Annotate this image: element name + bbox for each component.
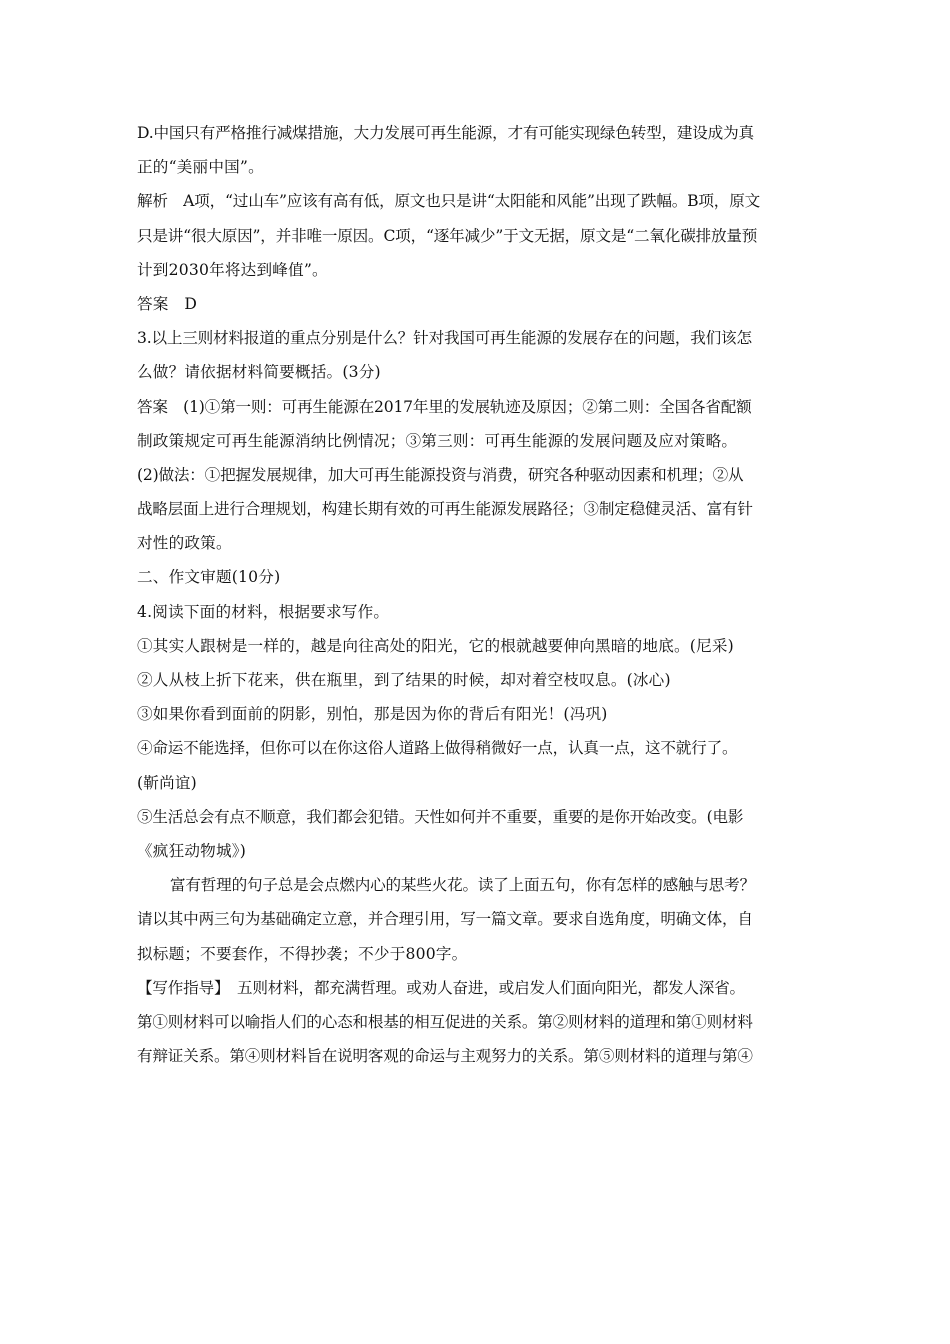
answer-3-line-3: (2)做法：①把握发展规律，加大可再生能源投资与消费，研究各种驱动因素和机理；②从 xyxy=(137,465,744,484)
answer-3-line-1: 答案 (1)①第一则：可再生能源在2017年里的发展轨迹及原因；②第二则：全国各省配额 xyxy=(137,397,752,416)
writing-requirement-line-1: 富有哲理的句子总是会点燃内心的某些火花。读了上面五句，你有怎样的感触与思考？ xyxy=(170,876,755,895)
material-5-line-2: 《疯狂动物城》) xyxy=(137,841,247,860)
material-2: ②人从枝上折下花来，供在瓶里，到了结果的时候，却对着空枝叹息。(冰心) xyxy=(137,671,671,689)
document-body xyxy=(137,116,817,1073)
question-3-line-2: 么做？请依据材料简要概括。(3分) xyxy=(137,363,381,382)
option-d-line-1: D.中国只有严格推行减煤措施，大力发展可再生能源，才有可能实现绿色转型，建设成为真 xyxy=(137,124,754,142)
material-3: ③如果你看到面前的阴影，别怕，那是因为你的背后有阳光！(冯巩) xyxy=(137,705,608,724)
writing-guidance-line-2: 第①则材料可以喻指人们的心态和根基的相互促进的关系。第②则材料的道理和第①则材料 xyxy=(137,1012,753,1031)
analysis-line-3: 计到2030年将达到峰值”。 xyxy=(137,260,328,279)
analysis-line-1: 解析 A项，“过山车”应该有高有低，原文也只是讲“太阳能和风能”出现了跌幅。B项，原文 xyxy=(137,192,760,211)
answer-3-line-4: 战略层面上进行合理规划，构建长期有效的可再生能源发展路径；③制定稳健灵活、富有针 xyxy=(137,500,753,519)
answer-2: 答案 D xyxy=(137,294,198,313)
analysis-line-2: 只是讲“很大原因”，并非唯一原因。C项，“逐年减少”于文无据，原文是“二氧化碳排放量预 xyxy=(137,226,758,245)
writing-requirement-line-3: 拟标题；不要套作，不得抄袭；不少于800字。 xyxy=(137,944,468,963)
option-d-line-2: 正的“美丽中国”。 xyxy=(137,158,264,177)
material-5-line-1: ⑤生活总会有点不顺意，我们都会犯错。天性如何并不重要，重要的是你开始改变。(电影 xyxy=(137,807,744,826)
answer-3-line-2: 制政策规定可再生能源消纳比例情况；③第三则：可再生能源的发展问题及应对策略。 xyxy=(137,431,738,450)
writing-requirement-line-2: 请以其中两三句为基础确定立意，并合理引用，写一篇文章。要求自选角度，明确文体，自 xyxy=(137,910,753,929)
answer-3-line-5: 对性的政策。 xyxy=(137,534,232,553)
material-4-line-2: (靳尚谊) xyxy=(137,773,197,792)
material-1: ①其实人跟树是一样的，越是向往高处的阳光，它的根就越要伸向黑暗的地底。(尼采) xyxy=(137,636,734,655)
writing-guidance-line-3: 有辩证关系。第④则材料旨在说明客观的命运与主观努力的关系。第⑤则材料的道理与第④ xyxy=(137,1047,753,1066)
writing-guidance-line-1: 【写作指导】 五则材料，都充满哲理。或劝人奋进，或启发人们面向阳光，都发人深省。 xyxy=(137,978,745,997)
question-4-prompt: 4.阅读下面的材料，根据要求写作。 xyxy=(137,602,390,621)
material-4-line-1: ④命运不能选择，但你可以在你这俗人道路上做得稍微好一点，认真一点，这不就行了。 xyxy=(137,739,738,758)
question-3-line-1: 3.以上三则材料报道的重点分别是什么？针对我国可再生能源的发展存在的问题，我们该怎 xyxy=(137,329,752,348)
section-heading-2: 二、作文审题(10分) xyxy=(137,568,281,587)
